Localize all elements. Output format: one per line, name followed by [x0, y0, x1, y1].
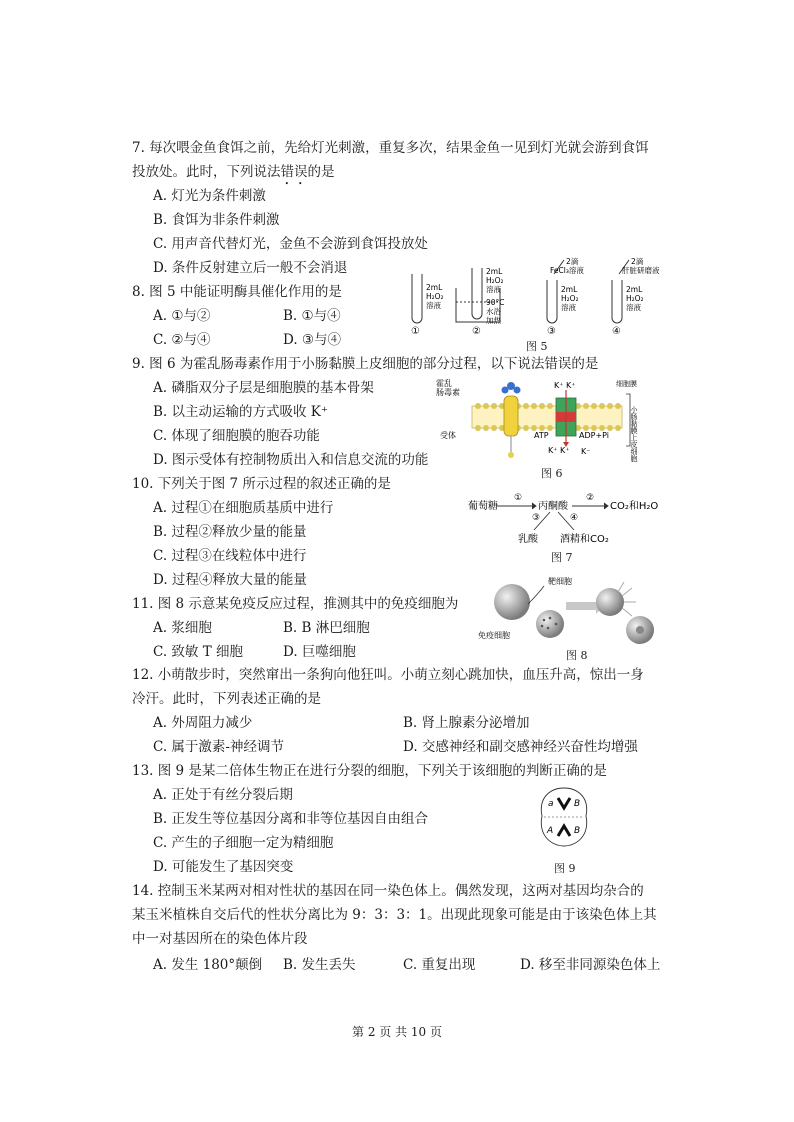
- fig6-caption: 图 6: [541, 467, 563, 480]
- q13-option-a: A. 正处于有丝分裂后期: [153, 787, 293, 803]
- fig5-tube2-label-2: H₂O₂: [486, 276, 504, 285]
- q12-option-b: B. 肾上腺素分泌增加: [403, 715, 530, 731]
- q10-option-d: D. 过程④释放大量的能量: [153, 572, 307, 588]
- fig5-tube1-label-1: 2mL: [426, 283, 443, 292]
- q12-stem-line2: 冷汗。此时，下列表述正确的是: [132, 691, 321, 707]
- q8-option-c: C. ②与④: [153, 332, 211, 348]
- fig6-membrane-label: 细胞膜: [616, 380, 637, 388]
- fig9-caption: 图 9: [554, 862, 576, 875]
- q12-option-a: A. 外周阻力减少: [153, 715, 253, 731]
- fig7-step2: ②: [586, 493, 595, 503]
- fig5-label-3: ③: [547, 326, 556, 337]
- q8-option-d: D. ③与④: [283, 332, 342, 348]
- q8-option-b: B. ①与④: [283, 308, 341, 324]
- fig5-tube4-label-2: H₂O₂: [626, 294, 644, 303]
- q10-option-a: A. 过程①在细胞质基质中进行: [153, 500, 334, 516]
- q7-stem-line1: 7. 每次喂金鱼食饵之前，先给灯光刺激，重复多次，结果金鱼一见到灯光就会游到食饵: [132, 140, 649, 156]
- q7-option-c: C. 用声音代替灯光，金鱼不会游到食饵投放处: [153, 236, 428, 252]
- q12-stem-line1: 12. 小萌散步时，突然窜出一条狗向他狂叫。小萌立刻心跳加快，血压升高，惊出一身: [132, 667, 644, 683]
- fig5-drop3-label-1: 2滴: [566, 257, 579, 266]
- fig6-toxin-label-1: 霍乱: [436, 379, 452, 388]
- q11-stem: 11. 图 8 示意某免疫反应过程，推测其中的免疫细胞为: [132, 596, 459, 612]
- fig6-k-bottom-label: K⁺ K⁺: [548, 446, 570, 455]
- q14-stem-line3: 中一对基因所在的染色体片段: [132, 931, 308, 947]
- fig5-drop4-label-1: 2滴: [631, 257, 644, 266]
- fig7-co2h2o: CO₂和H₂O: [610, 501, 659, 512]
- fig6-atp-label: ATP: [534, 431, 549, 440]
- figure-7: [468, 490, 664, 550]
- q14-option-a: A. 发生 180°颠倒: [153, 957, 263, 973]
- q10-option-b: B. 过程②释放少量的能量: [153, 524, 307, 540]
- q14-option-c: C. 重复出现: [403, 957, 476, 973]
- q8-option-a: A. ①与②: [153, 308, 211, 324]
- q11-option-a: A. 浆细胞: [153, 620, 212, 636]
- fig5-drop4-label-2: 肝脏研磨液: [622, 266, 660, 275]
- fig9-gene-1: a: [548, 799, 554, 809]
- fig5-bath-label-1: 90°C: [486, 298, 505, 307]
- fig5-tube3-label-3: 溶液: [561, 303, 576, 312]
- fig6-k-bottom-label-2: K⁻: [581, 447, 591, 456]
- fig8-target-label: 靶细胞: [548, 577, 572, 586]
- q9-option-c: C. 体现了细胞膜的胞吞功能: [153, 428, 320, 444]
- q9-stem: 9. 图 6 为霍乱肠毒素作用于小肠黏膜上皮细胞的部分过程，以下说法错误的是: [132, 356, 599, 372]
- q7-option-b: B. 食饵为非条件刺激: [153, 212, 280, 228]
- fig9-gene-2: B: [574, 799, 581, 809]
- fig5-tube3-label-2: H₂O₂: [561, 294, 579, 303]
- q9-option-a: A. 磷脂双分子层是细胞膜的基本骨架: [153, 380, 374, 396]
- q13-option-c: C. 产生的子细胞一定为精细胞: [153, 835, 334, 851]
- fig8-caption: 图 8: [566, 649, 588, 662]
- q7-stem-line2: 投放处。此时，下列说法错误的是: [132, 164, 335, 180]
- fig6-toxin-label-2: 肠毒素: [436, 388, 460, 397]
- fig5-label-1: ①: [411, 326, 420, 337]
- page-footer: 第 2 页 共 10 页: [352, 1025, 442, 1039]
- q12-option-d: D. 交感神经和副交感神经兴奋性均增强: [403, 739, 638, 755]
- fig7-alcohol: 酒精和CO₂: [560, 534, 609, 545]
- fig7-step4: ④: [570, 513, 579, 523]
- fig7-step1: ①: [514, 493, 523, 503]
- fig7-step3: ③: [532, 513, 541, 523]
- fig7-glucose: 葡萄糖: [468, 501, 498, 512]
- fig5-tube2-label-3: 溶液: [486, 285, 501, 294]
- fig5-tube1-label-2: H₂O₂: [426, 292, 444, 301]
- fig5-tube2-label-1: 2mL: [486, 267, 503, 276]
- q13-option-d: D. 可能发生了基因突变: [153, 859, 294, 875]
- fig5-tube3-label-1: 2mL: [561, 285, 578, 294]
- emphasis-text: 错误: [280, 164, 308, 180]
- q10-option-c: C. 过程③在线粒体中进行: [153, 548, 307, 564]
- q13-stem: 13. 图 9 是某二倍体生物正在进行分裂的细胞，下列关于该细胞的判断正确的是: [132, 763, 607, 779]
- fig8-immune-label: 免疫细胞: [478, 631, 510, 640]
- q9-option-d: D. 图示受体有控制物质出入和信息交流的功能: [153, 452, 429, 468]
- fig5-tube4-label-3: 溶液: [626, 303, 641, 312]
- q11-option-b: B. B 淋巴细胞: [283, 620, 370, 636]
- figure-6: [436, 376, 662, 462]
- q11-option-d: D. 巨噬细胞: [283, 644, 356, 660]
- fig5-caption: 图 5: [526, 340, 548, 353]
- q13-option-b: B. 正发生等位基因分离和非等位基因自由组合: [153, 811, 429, 827]
- q7-option-a: A. 灯光为条件刺激: [153, 188, 266, 204]
- fig6-receptor-label: 受体: [440, 431, 456, 440]
- fig5-label-4: ④: [612, 326, 621, 337]
- q14-stem-line1: 14. 控制玉米某两对相对性状的基因在同一染色体上。偶然发现，这两对基因均杂合的: [132, 883, 644, 899]
- q14-stem-line2: 某玉米植株自交后代的性状分离比为 9：3：3：1。出现此现象可能是由于该染色体上其: [132, 907, 657, 923]
- fig7-lactate: 乳酸: [518, 534, 538, 545]
- figure-9: [536, 786, 592, 848]
- fig9-gene-3: A: [547, 826, 554, 836]
- fig5-label-2: ②: [472, 326, 481, 337]
- q14-option-d: D. 移至非同源染色体上: [520, 957, 661, 973]
- fig5-bath-label-3: 加热: [486, 316, 501, 325]
- q7-option-d: D. 条件反射建立后一般不会消退: [153, 260, 348, 276]
- fig7-caption: 图 7: [551, 551, 573, 564]
- fig5-tube1-label-3: 溶液: [426, 301, 441, 310]
- figure-8: [478, 574, 668, 654]
- q11-option-c: C. 致敏 T 细胞: [153, 644, 244, 660]
- fig9-gene-4: B: [574, 826, 581, 836]
- fig5-tube4-label-1: 2mL: [626, 285, 643, 294]
- q9-option-b: B. 以主动运输的方式吸收 K⁺: [153, 404, 329, 420]
- fig6-adp-label: ADP+Pi: [579, 431, 610, 440]
- q14-option-b: B. 发生丢失: [283, 957, 356, 973]
- fig5-drop3-label-2: FeCl₃溶液: [550, 266, 584, 275]
- q8-stem: 8. 图 5 中能证明酶具催化作用的是: [132, 284, 342, 300]
- q12-option-c: C. 属于激素-神经调节: [153, 739, 284, 755]
- q10-stem: 10. 下列关于图 7 所示过程的叙述正确的是: [132, 476, 391, 492]
- fig6-k-top-label: K⁺ K⁺: [554, 381, 576, 390]
- fig7-pyruvate: 丙酮酸: [538, 501, 568, 512]
- fig6-cell-label: 小肠黏膜上皮细胞: [630, 406, 638, 462]
- fig5-bath-label-2: 水浴: [486, 307, 501, 316]
